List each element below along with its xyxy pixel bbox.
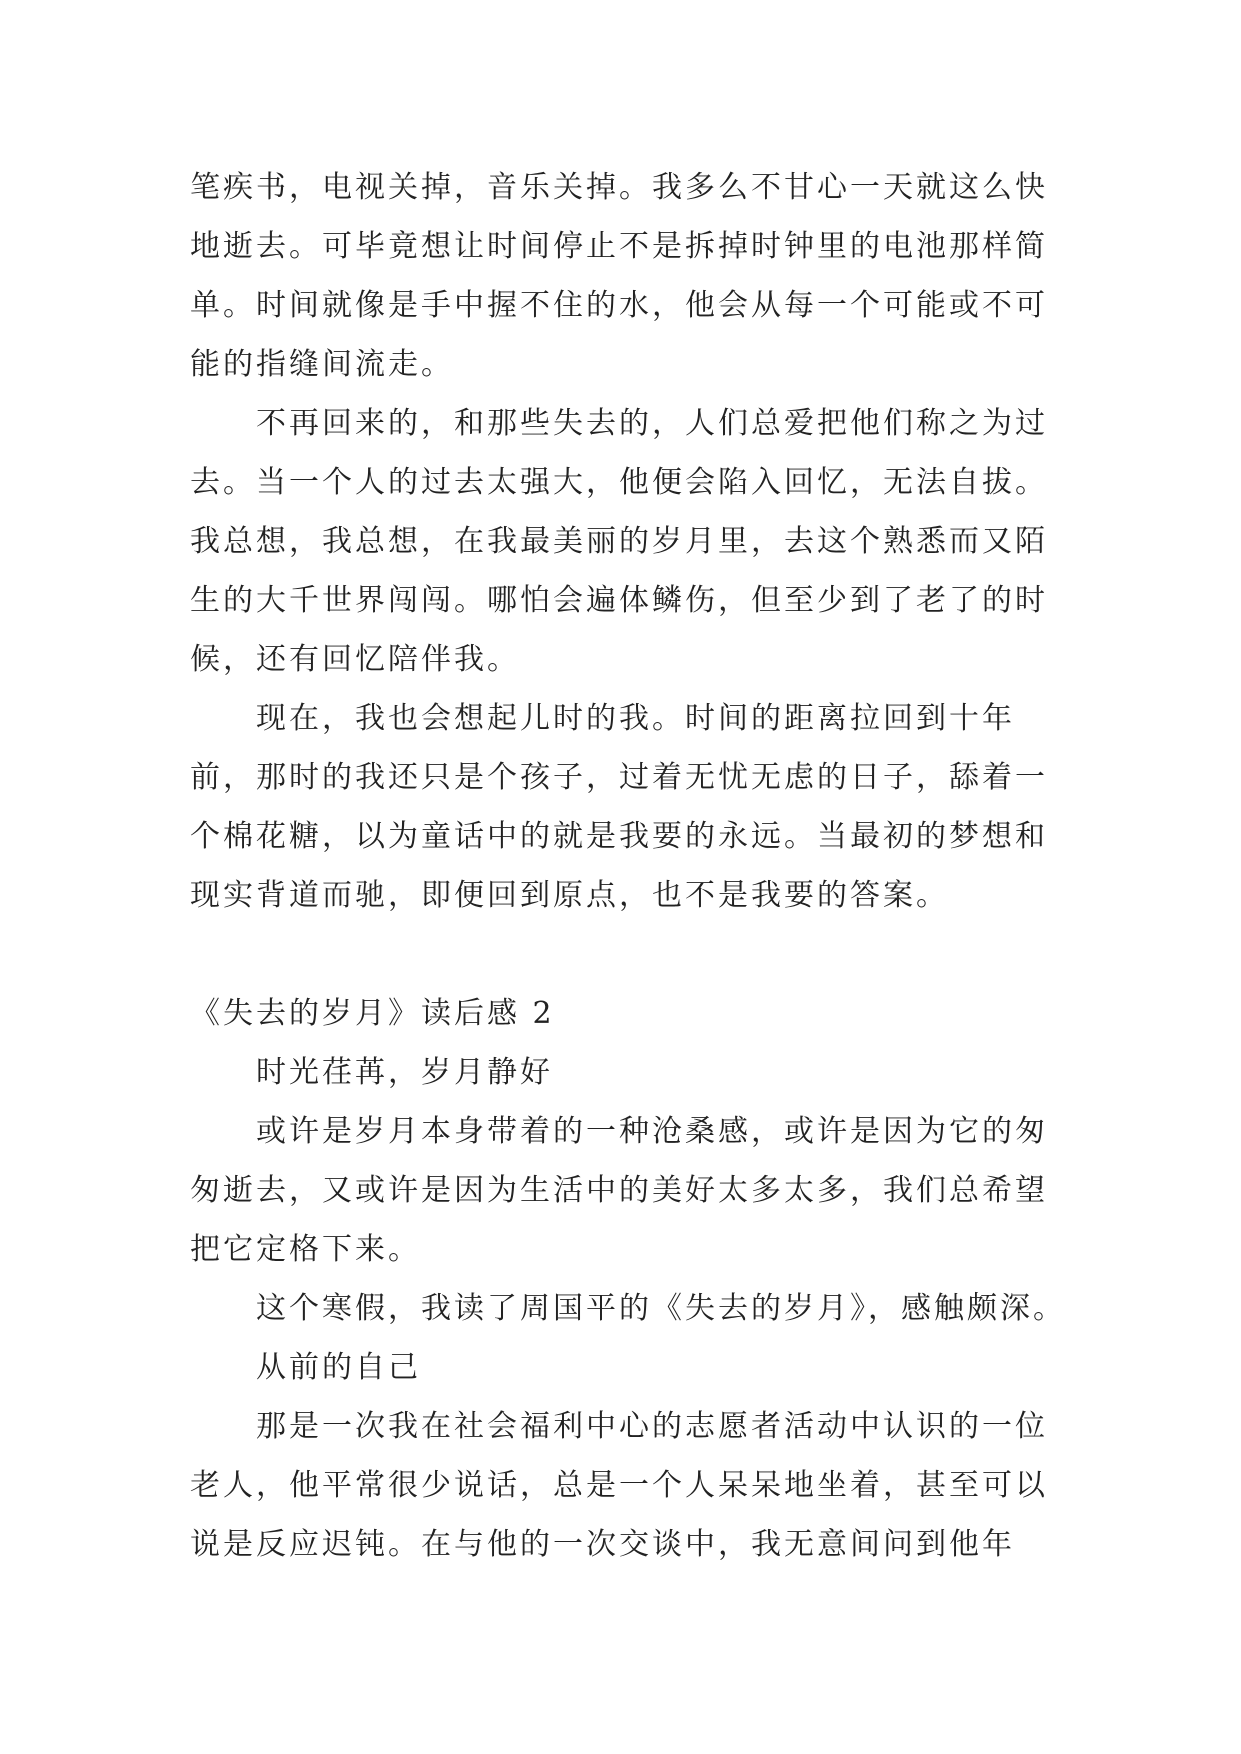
subtitle: 时光荏苒，岁月静好 bbox=[256, 1055, 553, 1090]
paragraph: 这个寒假，我读了周国平的《失去的岁月》，感触颇深。 bbox=[256, 1291, 1066, 1326]
subheading: 从前的自己 bbox=[256, 1350, 421, 1385]
paragraph-continued: 笔疾书，电视关掉，音乐关掉。我多么不甘心一天就这么快地逝去。可毕竟想让时间停止不是拆掉时钟里的电池那样简单。时间就像是手中握不住的水，他会从每一个可能或不可能的指缝间流走。 bbox=[190, 170, 1048, 382]
section-title: 《失去的岁月》读后感 2 bbox=[190, 996, 555, 1031]
paragraph: 现在，我也会想起儿时的我。时间的距离拉回到十年前，那时的我还只是个孩子，过着无忧无虑的日子，舔着一个棉花糖，以为童话中的就是我要的永远。当最初的梦想和现实背道而驰，即便回到原点，也不是我要的答案。 bbox=[190, 701, 1048, 913]
document-body bbox=[190, 158, 1070, 1574]
paragraph: 那是一次我在社会福利中心的志愿者活动中认识的一位老人，他平常很少说话，总是一个人呆呆地坐着，甚至可以说是反应迟钝。在与他的一次交谈中，我无意间问到他年 bbox=[190, 1409, 1048, 1562]
section-spacer bbox=[190, 925, 1070, 984]
paragraph: 或许是岁月本身带着的一种沧桑感，或许是因为它的匆匆逝去，又或许是因为生活中的美好太多太多，我们总希望把它定格下来。 bbox=[190, 1114, 1048, 1267]
paragraph: 不再回来的，和那些失去的，人们总爱把他们称之为过去。当一个人的过去太强大，他便会陷入回忆，无法自拔。我总想，我总想，在我最美丽的岁月里，去这个熟悉而又陌生的大千世界闯闯。哪怕会遍体鳞伤，但至少到了老了的时候，还有回忆陪伴我。 bbox=[190, 406, 1048, 677]
